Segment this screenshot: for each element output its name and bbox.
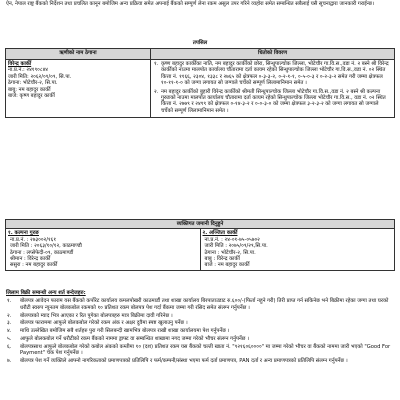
borrower-grandfather: बाजे: कृष्ण बहादुर कार्की xyxy=(8,93,55,100)
term-text: आफुले बोलकबोल गर्ने धरौटीको रकम बैंकको नाममा ड्राफ्ट वा सम्बन्धित शाखामा नगद जम्मा गरेको भौचर संलग्न गर्नुपर्नेछ । xyxy=(20,336,250,342)
term-number: १. xyxy=(7,298,12,305)
term-item xyxy=(6,358,394,364)
terms-title: लिलाम बिक्री सम्बन्धी अन्य शर्त बन्देजहरु: xyxy=(6,290,86,296)
guarantor-line: ना.प्र.नं. : २४-०१-७५-०५७०२ xyxy=(204,236,260,243)
term-text: बोलपत्र फाराममा आफुले बोलकबोल गरेको रकम अंक र अक्षर दुवैमा स्पष्ट खुलाउनु पर्नेछ । xyxy=(20,320,188,327)
guarantor-line: ठेगाना : लप्सेफेदी-०९, काठमाण्डौं xyxy=(10,249,74,256)
term-item xyxy=(6,336,394,342)
guarantor-name: २. अञ्जिता कार्की xyxy=(202,230,238,237)
guarantor-cell xyxy=(200,229,395,270)
intro-paragraph: ऐन, नेपाल राष्ट्र बैंकको निर्देशन तथा प्रचलित कानून बमोजिम अन्य प्रक्रिया समेत अपनाई बैंकको सम्पूर्ण लेना रकम असुल उपर गरिने व्यहोरा समेत सम्बन्धित सबैलाई यसै सूचनाद्वारा जानकारी गराईन्छ। xyxy=(6,1,374,7)
guarantor-line: ना.प्र.नं. : २७३००२/१६१ xyxy=(10,236,57,243)
term-text: बोलपत्रको म्याद भित्र आएका र रित पुगेका बोलपत्रहरु मात्र बिक्रीमा दावी गरिनेछ । xyxy=(20,312,173,319)
term-text: बोलपत्र पेश गर्ने व्यक्तिले आफ्नो नागरिकताको प्रमाणपत्रको प्रतिलिपि र फर्म/कम्पनी/संस्था भएमा फर्म दर्ता प्रमाणपत्र, PAN दर्ता र अन्य प्रमाणपत्रको प्रतिलिपि संलग्न गर्नुपर्नेछ । xyxy=(20,358,348,364)
collateral-table xyxy=(5,48,395,118)
borrower-citizenship: ना.प्र.नं.: २४१९०८४४ xyxy=(8,67,48,74)
term-number: ३. xyxy=(7,320,12,327)
guarantor-title: व्यक्तिगत जमानी दिनुहुने xyxy=(6,220,395,229)
term-item xyxy=(6,320,394,326)
collateral-number: २. xyxy=(154,88,159,95)
header-collateral: धितोको विवरण xyxy=(151,49,395,60)
borrower-issued: जारी मिति: २०६२/०९/०९, सि.पा. xyxy=(8,73,72,80)
borrower-father: बाबु: नम बहादुर कार्की xyxy=(8,86,51,93)
term-text: बोलपत्रसाथ आफुले बोलकबोल गरेको कबोल अंकको कम्तीमा १० (दश) प्रतिशत रकम यस बैंकको चल्ती खाता नं. "९२१६०६००००" मा जम्मा गरेको भौचर वा बैंकको नाममा जारी भएको "Good For Payment" चेक पेश गर्नुपर्नेछ । xyxy=(20,343,391,357)
borrower-cell xyxy=(6,60,151,118)
guarantor-line: बाबु : विरेन्द्र कार्की xyxy=(204,256,240,263)
guarantor-table xyxy=(5,219,395,271)
guarantor-line: जारी मिति : २०६३/१०/१२, काठमाण्डौ xyxy=(10,243,82,250)
collateral-text: कृष्ण बहादुर कार्कीका नाति, नम बहादुर कार्कीको छोरा, सिन्धुपाल्चोक जिल्ला, भोटेचौर गा.वि.स.,वडा नं. २ बस्ने श्री विरेन्द्र कार्कीको नाउमा मालपोत कार्यालय चौतारामा दर्ता कायम रहेको सिन्धुपाल्चोक जिल्ला भोटेचौर गा.वि.स.,वडा नं. ०२ स्थित कित्ता नं. ११६६, २३०४, १३३८ र २७६५ को क्षेत्रफल ०-३-३-२, ०-२-१-१, ०-५-०-३ र ०-२-३-२ समेत गरी जम्मा क्षेत्रफल १०-११-१-० को जग्गा लगायत सो जग्गाले चर्चेको सम्पूर्ण लिलामानिमान समेत । xyxy=(161,61,389,87)
terms-section xyxy=(6,290,394,366)
borrower-name: विरेन्द्र कार्की xyxy=(8,61,32,67)
guarantor-cell xyxy=(6,229,201,270)
guarantor-name: १. कल्पना गुरुङ xyxy=(8,230,39,237)
guarantor-line: जारी मिति : २०७५/०९/२९,सि.पा. xyxy=(204,243,268,250)
term-number: २. xyxy=(7,312,12,319)
guarantor-line: ससुरा : नम बहादुर कार्की xyxy=(10,262,58,269)
collateral-item xyxy=(153,61,392,87)
borrower-address: ठेगाना: भोटेचौर-२, सि.पा. xyxy=(8,80,58,87)
term-item xyxy=(6,313,394,319)
term-item xyxy=(6,328,394,334)
term-number: ५. xyxy=(7,336,12,342)
term-text: बोलपत्र आवेदन फाराम यस बैंकको कर्पोरेट कार्यालय कमलपोखरी काठमाडौं तथा शाखा कार्यालय बिरपाताउडाट रु.६००/-(फिर्ता नहुने गरी) तिरी प्राप्त गर्न सकिनेछ भने बिक्रीमा रहेका जग्गा तथा घरको धरौटी स्वरुप न्यूनतम बोलकबोल रकमको १० प्रतिशत रकम बोलपत्र पेश गर्दा बैंकमा जम्मा गरी रसिद समेत संलग्न गर्नुपर्नेछ । xyxy=(20,298,389,311)
term-text: माथि उल्लेखित बमोजिम सबै शर्तहरु पुरा गरी सिलबन्दी खामभित्र बोलपत्र राखी शाखा कार्यालयमा पेश गर्नुपर्नेछ । xyxy=(20,328,230,335)
collateral-cell xyxy=(151,60,395,118)
guarantor-line: बाजे : नम बहादुर कार्की xyxy=(204,262,250,269)
term-number: ७. xyxy=(7,358,12,364)
collateral-text: नम बहादुर कार्कीको बुहारी विरेन्द्र कार्कीको श्रीमती सिन्धुपाल्चोक जिल्ला भोटेचौर गा.वि.स.,वडा नं. २ बस्ने श्री कल्पना गुरुङको नाउमा मालपोत कार्यालय चौतारामा दर्ता कायम रहेको सिन्धुपाल्चोक जिल्ला भोटेचौर गा.वि.स., वडा नं. ०२ स्थित कित्ता नं. २७७९ र २४९९ को क्षेत्रफल ०-१४-३-२ र ०-०-३-० को जम्मा क्षेत्रफल ३-२-३-२ को जग्गा लगायत सो जग्गाले चर्चेको सम्पूर्ण लिलामानिमान समेत । xyxy=(161,88,386,114)
guarantor-line: श्रीमान : विरेन्द्र कार्की xyxy=(10,256,51,263)
collateral-item xyxy=(153,89,392,115)
header-borrower: ऋणीको नाम ठेगाना xyxy=(6,49,151,60)
collateral-number: १. xyxy=(154,61,159,67)
table-title: तपसिल xyxy=(192,40,208,46)
term-number: ४. xyxy=(7,328,12,335)
guarantor-line: ठेगाना : भोटेचौर-२, सि.पा. xyxy=(204,249,256,256)
term-number: ६. xyxy=(7,343,12,350)
term-item xyxy=(6,344,394,357)
term-item xyxy=(6,298,394,311)
